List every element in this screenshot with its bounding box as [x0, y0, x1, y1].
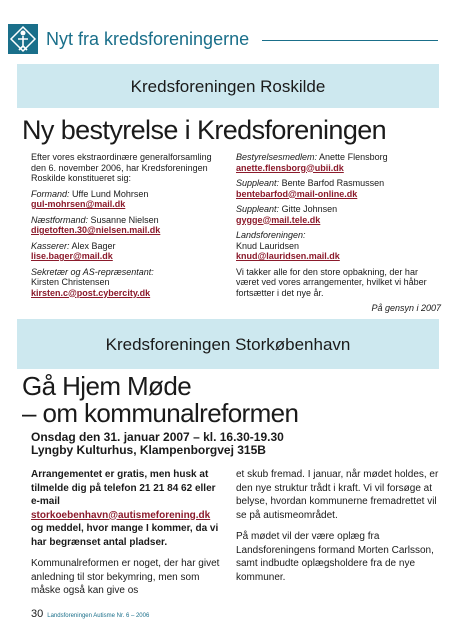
- roskilde-column-left: [31, 152, 216, 303]
- member-name: Gitte Johnsen: [281, 204, 338, 214]
- storkobenhavn-headline: [22, 373, 298, 427]
- roskilde-intro: Efter vores ekstraordinære generalforsamling den 6. november 2006, har Kredsforeningen Roskilde konstitueret sig:: [31, 152, 212, 183]
- member-entry: [31, 189, 216, 210]
- member-role: Kasserer:: [31, 240, 70, 251]
- roskilde-signoff: På gensyn i 2007: [371, 303, 441, 313]
- roskilde-headline: Ny bestyrelse i Kredsforeningen: [22, 115, 387, 145]
- member-entry: [236, 204, 441, 225]
- member-role: Landsforeningen:: [236, 230, 306, 240]
- publication-name: Landsforeningen Autisme Nr. 6 – 2006: [47, 613, 150, 619]
- member-email-link[interactable]: anette.flensborg@ubii.dk: [236, 162, 344, 173]
- section-rule: [262, 40, 438, 41]
- member-email-link[interactable]: gygge@mail.tele.dk: [236, 214, 321, 225]
- member-entry: [236, 178, 441, 199]
- storkobenhavn-column-left: [31, 468, 221, 606]
- member-name: Anette Flensborg: [319, 152, 388, 162]
- storkobenhavn-banner: [17, 319, 439, 369]
- member-email-link[interactable]: knud@lauridsen.mail.dk: [236, 251, 340, 261]
- headline-line-1: Gå Hjem Møde: [22, 371, 192, 401]
- member-role: Næstformand:: [31, 214, 89, 225]
- member-role: Formand:: [31, 188, 70, 199]
- roskilde-banner: [17, 64, 439, 108]
- member-name: Uffe Lund Mohrsen: [72, 188, 149, 199]
- section-title: Nyt fra kredsforeningerne: [46, 29, 250, 49]
- member-email-link[interactable]: digetoften.30@nielsen.mail.dk: [31, 225, 161, 235]
- registration-paragraph: [31, 468, 221, 549]
- headline-line-2: – om kommunalreformen: [22, 398, 299, 428]
- page-number: 30: [31, 608, 44, 620]
- member-role: Sekretær og AS-repræsentant:: [31, 266, 154, 277]
- storkobenhavn-banner-title: Kredsforeningen Storkøbenhavn: [105, 335, 351, 354]
- body-paragraph: På mødet vil der være oplæg fra Landsforeningens formand Morten Carlsson, samt indbudte oplægsholdere fra de nye kommuner.: [236, 531, 434, 583]
- page-footer: [31, 604, 149, 622]
- registration-email-link[interactable]: storkoebenhavn@autismeforening.dk: [31, 509, 211, 521]
- body-paragraph: et skub fremad. I januar, når mødet holdes, er den nye struktur trådt i kraft. Vi vil forsøge at belyse, hvordan kommunerne fremadrettet vil se på autismeområdet.: [236, 469, 439, 521]
- member-name: Kirsten Christensen: [31, 277, 110, 287]
- member-email-link[interactable]: kirsten.c@post.cybercity.dk: [31, 287, 151, 298]
- member-email-link[interactable]: bentebarfod@mail-online.dk: [236, 188, 358, 199]
- body-paragraph: Kommunalreformen er noget, der har givet anledning til stor bekymring, men som måske også kan give os: [31, 558, 220, 596]
- member-entry: [31, 267, 216, 299]
- storkobenhavn-column-right: [236, 468, 441, 592]
- member-email-link[interactable]: gul-mohrsen@mail.dk: [31, 199, 126, 209]
- roskilde-column-right: [236, 152, 441, 319]
- member-name: Bente Barfod Rasmussen: [281, 178, 385, 188]
- roskilde-banner-title: Kredsforeningen Roskilde: [130, 77, 326, 96]
- registration-text-1: Arrangementet er gratis, men husk at tilmelde dig på telefon 21 21 84 62 eller e-mail: [31, 469, 216, 507]
- member-email-link[interactable]: lise.bager@mail.dk: [31, 251, 113, 261]
- event-venue: Lyngby Kulturhus, Klampenborgvej 315B: [31, 443, 266, 457]
- member-entry: [236, 230, 441, 262]
- registration-text-2: og meddel, hvor mange I kommer, da vi har begrænset antal pladser.: [31, 523, 219, 548]
- roskilde-closing: Vi takker alle for den store opbakning, der har været ved vores arrangementer, hvilket vi håber fortsætter i det nye år.: [236, 266, 427, 298]
- member-name: Susanne Nielsen: [90, 214, 159, 225]
- member-entry: [236, 152, 441, 173]
- organization-logo-icon: [8, 24, 38, 54]
- event-details: [31, 431, 284, 457]
- member-entry: [31, 215, 216, 236]
- member-name: Alex Bager: [71, 240, 116, 251]
- member-name: Knud Lauridsen: [236, 240, 300, 251]
- member-role: Suppleant:: [236, 204, 280, 214]
- member-role: Bestyrelsesmedlem:: [236, 152, 318, 162]
- member-entry: [31, 241, 216, 262]
- event-date: Onsdag den 31. januar 2007 – kl. 16.30-19.30: [31, 430, 284, 444]
- member-role: Suppleant:: [236, 178, 280, 188]
